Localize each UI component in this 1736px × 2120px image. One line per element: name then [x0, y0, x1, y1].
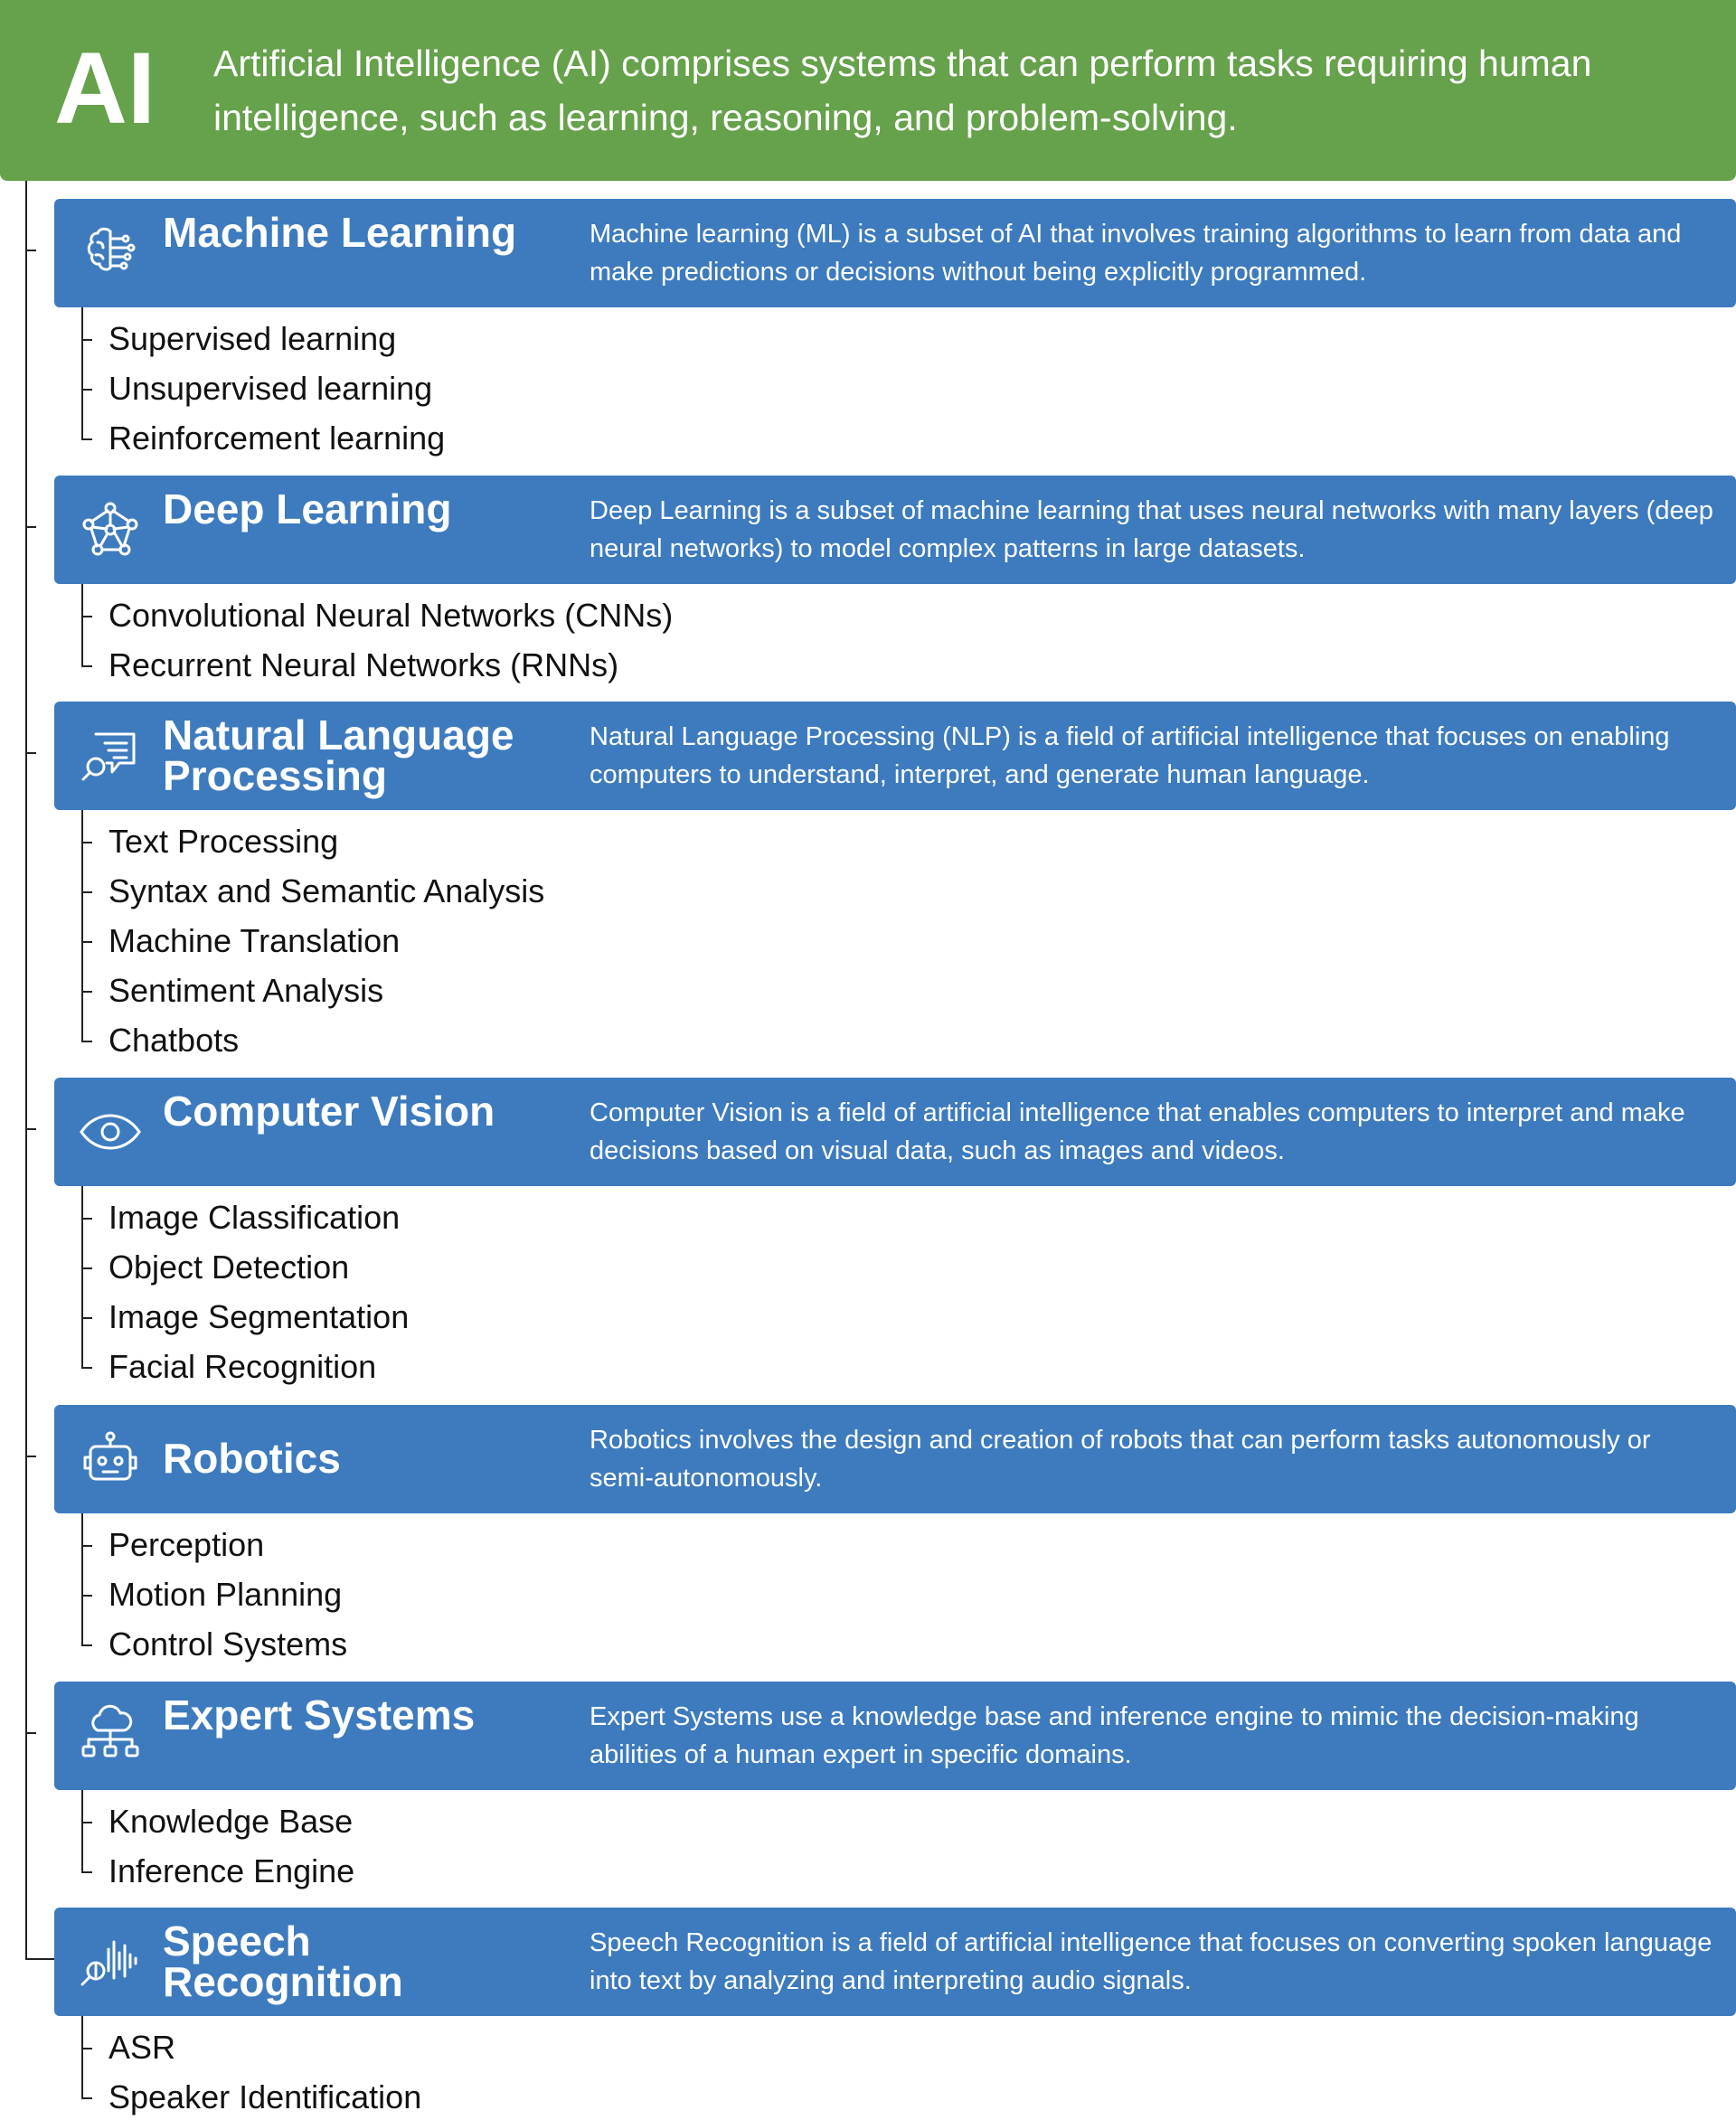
subtopic-item: Convolutional Neural Networks (CNNs) — [108, 597, 674, 634]
section-description: Robotics involves the design and creation of robots that can perform tasks autonomously or semi-autonomously. — [590, 1426, 1651, 1493]
sub-branch-tick — [81, 1595, 92, 1597]
section-header-bar — [54, 1908, 1736, 2016]
subtopic-item: Inference Engine — [108, 1852, 355, 1889]
sub-branch-tick — [81, 991, 92, 993]
section-description: Natural Language Processing (NLP) is a field of artificial intelligence that focuses on enabling computers to understand, interpret, and generate human language. — [590, 722, 1670, 789]
sub-branch-tick — [81, 389, 92, 391]
subtopic-item: Speaker Identification — [108, 2078, 422, 2115]
section-title: Computer Vision — [163, 1088, 495, 1135]
subtopic-item: Reinforcement learning — [108, 419, 446, 457]
subtopic-item: Motion Planning — [108, 1576, 343, 1613]
section-description: Deep Learning is a subset of machine learning that uses neural networks with many layers (deep neural networks) to model complex patterns in large datasets. — [590, 496, 1713, 563]
robot-icon — [78, 1427, 143, 1492]
sub-branch-line — [81, 1513, 83, 1644]
section-title: Expert Systems — [163, 1691, 476, 1738]
section-description: Speech Recognition is a field of artificial intelligence that focuses on converting spoken language into text by analyzing and interpreting audio signals. — [590, 1928, 1712, 1995]
subtopic-item: Object Detection — [108, 1248, 350, 1286]
section-title: Robotics — [163, 1435, 341, 1482]
section-description: Expert Systems use a knowledge base and inference engine to mimic the decision-making abilities of a human expert in specific domains. — [590, 1702, 1639, 1769]
sub-branch-tick — [81, 438, 92, 440]
section-description: Machine learning (ML) is a subset of AI that involves training algorithms to learn from data and make predictions or decisions without being explicitly programmed. — [590, 220, 1682, 287]
tree-spine-tick — [25, 1456, 36, 1457]
subtopic-item: Supervised learning — [108, 320, 397, 357]
subtopic-item: Unsupervised learning — [108, 370, 433, 407]
subtopic-item: Knowledge Base — [108, 1803, 354, 1840]
sub-branch-tick — [81, 891, 92, 893]
tree-spine-tick — [25, 526, 36, 528]
header-description: Artificial Intelligence (AI) comprises systems that can perform tasks requiring human intelligence, such as learning, reasoning, and problem-solving. — [213, 42, 1592, 138]
sub-branch-line — [81, 1186, 83, 1367]
sub-branch-tick — [81, 842, 92, 843]
sub-branch-tick — [81, 941, 92, 943]
tree-spine-tick — [25, 1732, 36, 1734]
neural-network-icon — [78, 497, 143, 562]
section-header-bar — [54, 1682, 1736, 1790]
voice-search-icon — [78, 1929, 143, 1994]
section-header-bar — [54, 1405, 1736, 1513]
subtopic-item: Recurrent Neural Networks (RNNs) — [108, 646, 619, 683]
tree-spine — [25, 181, 27, 1960]
section-title: Machine Learning — [163, 209, 517, 256]
cloud-hierarchy-icon — [78, 1703, 143, 1768]
section-header-bar — [54, 199, 1736, 307]
subtopic-item: Text Processing — [108, 823, 339, 860]
section-header-bar — [54, 1078, 1736, 1186]
subtopic-item: ASR — [108, 2029, 176, 2066]
sub-branch-tick — [81, 2097, 92, 2099]
sub-branch-tick — [81, 1218, 92, 1220]
section-title: Speech Recognition — [163, 1917, 403, 2005]
subtopic-item: Image Segmentation — [108, 1298, 410, 1335]
subtopic-item: Control Systems — [108, 1625, 348, 1663]
sub-branch-tick — [81, 1317, 92, 1319]
header-banner — [0, 0, 1736, 181]
brain-circuit-icon — [78, 221, 143, 286]
sub-branch-tick — [81, 1367, 92, 1369]
sub-branch-tick — [81, 1545, 92, 1547]
sub-branch-line — [81, 307, 83, 438]
sub-branch-tick — [81, 1644, 92, 1646]
subtopic-item: Machine Translation — [108, 922, 401, 959]
sub-branch-tick — [81, 2048, 92, 2049]
tree-spine-tick — [25, 250, 36, 251]
sub-branch-tick — [81, 1267, 92, 1269]
subtopic-item: Sentiment Analysis — [108, 972, 384, 1009]
chat-search-icon — [78, 723, 143, 788]
sub-branch-line — [81, 584, 83, 665]
page-title: AI — [54, 32, 156, 145]
subtopic-item: Syntax and Semantic Analysis — [108, 872, 545, 909]
subtopic-item: Facial Recognition — [108, 1348, 377, 1385]
section-title: Deep Learning — [163, 485, 452, 532]
sub-branch-tick — [81, 1871, 92, 1873]
subtopic-item: Perception — [108, 1526, 265, 1563]
tree-spine-tick — [25, 1128, 36, 1130]
sub-branch-line — [81, 810, 83, 1041]
section-header-bar — [54, 702, 1736, 810]
sub-branch-line — [81, 2016, 83, 2097]
tree-spine-tick — [25, 752, 36, 754]
subtopic-item: Image Classification — [108, 1199, 401, 1236]
sub-branch-tick — [81, 665, 92, 667]
eye-icon — [78, 1099, 143, 1164]
tree-spine-tick — [25, 1958, 36, 1960]
sub-branch-tick — [81, 1822, 92, 1823]
sub-branch-tick — [81, 616, 92, 617]
sub-branch-tick — [81, 1041, 92, 1042]
sub-branch-line — [81, 1790, 83, 1871]
subtopic-item: Chatbots — [108, 1022, 240, 1059]
section-title: Natural Language Processing — [163, 711, 514, 799]
section-description: Computer Vision is a field of artificial intelligence that enables computers to interpret and make decisions based on visual data, such as images and videos. — [590, 1098, 1685, 1165]
sub-branch-tick — [81, 339, 92, 341]
section-header-bar — [54, 476, 1736, 584]
